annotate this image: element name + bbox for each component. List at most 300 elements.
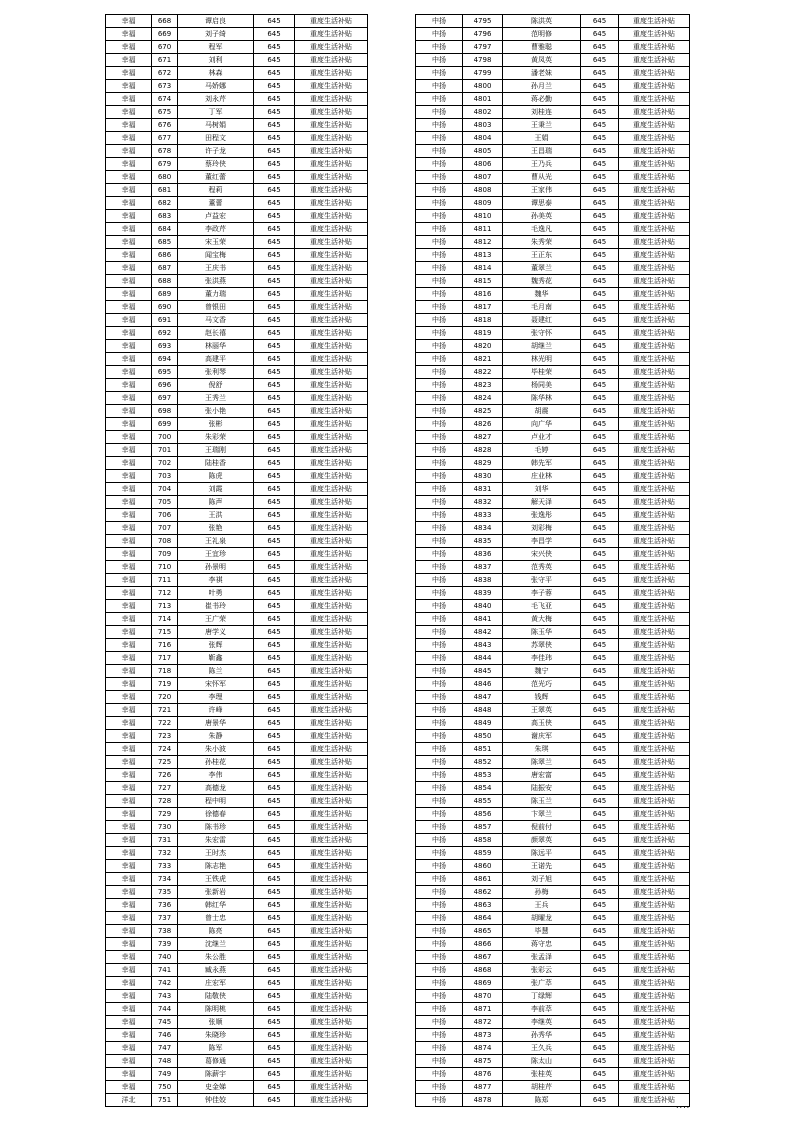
- cell-amount: 645: [581, 717, 619, 730]
- cell-town: 中扬: [416, 80, 463, 93]
- cell-serial: 715: [152, 626, 178, 639]
- cell-name: 张彬: [178, 418, 254, 431]
- cell-serial: 677: [152, 132, 178, 145]
- cell-subsidy-type: 重度生活补贴: [619, 236, 690, 249]
- cell-serial: 699: [152, 418, 178, 431]
- cell-amount: 645: [581, 587, 619, 600]
- cell-name: 宋玉荣: [178, 236, 254, 249]
- cell-subsidy-type: 重度生活补贴: [295, 678, 368, 691]
- cell-serial: 4862: [463, 886, 503, 899]
- table-row: [416, 1081, 690, 1094]
- table-row: [106, 431, 368, 444]
- table-row: [416, 535, 690, 548]
- cell-name: 陈亮: [178, 925, 254, 938]
- cell-name: 张小艳: [178, 405, 254, 418]
- cell-serial: 692: [152, 327, 178, 340]
- cell-subsidy-type: 重度生活补贴: [295, 80, 368, 93]
- cell-subsidy-type: 重度生活补贴: [619, 964, 690, 977]
- table-row: [416, 210, 690, 223]
- cell-amount: 645: [254, 834, 295, 847]
- table-row: [416, 639, 690, 652]
- cell-town: 中扬: [416, 548, 463, 561]
- cell-subsidy-type: 重度生活补贴: [295, 522, 368, 535]
- cell-subsidy-type: 重度生活补贴: [619, 990, 690, 1003]
- cell-subsidy-type: 重度生活补贴: [295, 275, 368, 288]
- cell-serial: 4835: [463, 535, 503, 548]
- cell-town: 中扬: [416, 899, 463, 912]
- table-row: [416, 574, 690, 587]
- cell-amount: 645: [254, 769, 295, 782]
- cell-serial: 675: [152, 106, 178, 119]
- cell-subsidy-type: 重度生活补贴: [619, 730, 690, 743]
- cell-amount: 645: [254, 1029, 295, 1042]
- table-row: [106, 301, 368, 314]
- cell-amount: 645: [581, 392, 619, 405]
- cell-serial: 4816: [463, 288, 503, 301]
- table-row: [416, 860, 690, 873]
- cell-town: 幸福: [106, 197, 152, 210]
- cell-serial: 4863: [463, 899, 503, 912]
- cell-serial: 4815: [463, 275, 503, 288]
- table-row: [106, 717, 368, 730]
- cell-name: 徐德春: [178, 808, 254, 821]
- cell-subsidy-type: 重度生活补贴: [619, 340, 690, 353]
- cell-amount: 645: [254, 652, 295, 665]
- cell-town: 幸福: [106, 925, 152, 938]
- cell-name: 毛月南: [503, 301, 581, 314]
- cell-amount: 645: [581, 834, 619, 847]
- cell-name: 马娇娜: [178, 80, 254, 93]
- cell-name: 王时杰: [178, 847, 254, 860]
- cell-serial: 4852: [463, 756, 503, 769]
- cell-amount: 645: [581, 418, 619, 431]
- cell-amount: 645: [581, 613, 619, 626]
- cell-subsidy-type: 重度生活补贴: [295, 327, 368, 340]
- cell-town: 幸福: [106, 236, 152, 249]
- cell-subsidy-type: 重度生活补贴: [619, 444, 690, 457]
- cell-subsidy-type: 重度生活补贴: [295, 990, 368, 1003]
- cell-amount: 645: [254, 275, 295, 288]
- cell-amount: 645: [581, 119, 619, 132]
- cell-subsidy-type: 重度生活补贴: [619, 561, 690, 574]
- cell-name: 张顺: [178, 1016, 254, 1029]
- cell-town: 幸福: [106, 67, 152, 80]
- cell-serial: 4837: [463, 561, 503, 574]
- table-row: [106, 756, 368, 769]
- cell-name: 刘彩梅: [503, 522, 581, 535]
- cell-name: 王久兵: [503, 1042, 581, 1055]
- cell-name: 谢庆军: [503, 730, 581, 743]
- cell-amount: 645: [254, 704, 295, 717]
- cell-name: 潘老妹: [503, 67, 581, 80]
- table-row: [106, 925, 368, 938]
- cell-subsidy-type: 重度生活补贴: [295, 639, 368, 652]
- cell-serial: 737: [152, 912, 178, 925]
- table-row: [106, 535, 368, 548]
- cell-name: 王昌瑞: [503, 145, 581, 158]
- table-row: [416, 938, 690, 951]
- cell-serial: 4807: [463, 171, 503, 184]
- cell-town: 中扬: [416, 691, 463, 704]
- cell-amount: 645: [254, 587, 295, 600]
- cell-amount: 645: [581, 1003, 619, 1016]
- cell-town: 幸福: [106, 561, 152, 574]
- cell-town: 中扬: [416, 1055, 463, 1068]
- cell-town: 幸福: [106, 275, 152, 288]
- cell-name: 陈翠兰: [503, 756, 581, 769]
- cell-serial: 4828: [463, 444, 503, 457]
- cell-serial: 4864: [463, 912, 503, 925]
- table-row: [416, 41, 690, 54]
- cell-amount: 645: [254, 808, 295, 821]
- table-row: [416, 717, 690, 730]
- cell-serial: 4873: [463, 1029, 503, 1042]
- table-row: [106, 496, 368, 509]
- cell-town: 中扬: [416, 145, 463, 158]
- table-row: [106, 912, 368, 925]
- table-row: [106, 483, 368, 496]
- cell-subsidy-type: 重度生活补贴: [295, 314, 368, 327]
- cell-amount: 645: [254, 197, 295, 210]
- cell-subsidy-type: 重度生活补贴: [619, 1003, 690, 1016]
- right-table: [415, 14, 690, 1107]
- cell-serial: 748: [152, 1055, 178, 1068]
- cell-serial: 4813: [463, 249, 503, 262]
- cell-serial: 734: [152, 873, 178, 886]
- table-row: [416, 93, 690, 106]
- table-row: [416, 223, 690, 236]
- cell-amount: 645: [581, 873, 619, 886]
- cell-subsidy-type: 重度生活补贴: [619, 678, 690, 691]
- cell-town: 中扬: [416, 912, 463, 925]
- cell-subsidy-type: 重度生活补贴: [295, 548, 368, 561]
- cell-town: 中扬: [416, 938, 463, 951]
- cell-name: 陆桂香: [178, 457, 254, 470]
- cell-town: 中扬: [416, 717, 463, 730]
- cell-subsidy-type: 重度生活补贴: [619, 665, 690, 678]
- cell-amount: 645: [581, 509, 619, 522]
- cell-name: 孙月兰: [503, 80, 581, 93]
- table-row: [106, 262, 368, 275]
- cell-town: 中扬: [416, 236, 463, 249]
- cell-subsidy-type: 重度生活补贴: [619, 184, 690, 197]
- table-row: [416, 808, 690, 821]
- cell-amount: 645: [581, 158, 619, 171]
- cell-subsidy-type: 重度生活补贴: [619, 509, 690, 522]
- cell-amount: 645: [581, 756, 619, 769]
- table-row: [106, 353, 368, 366]
- cell-serial: 697: [152, 392, 178, 405]
- cell-name: 张桂英: [503, 1068, 581, 1081]
- cell-amount: 645: [581, 782, 619, 795]
- cell-name: 宋兴侠: [503, 548, 581, 561]
- cell-name: 林森: [178, 67, 254, 80]
- cell-town: 中扬: [416, 535, 463, 548]
- table-row: [106, 418, 368, 431]
- table-row: [106, 366, 368, 379]
- cell-subsidy-type: 重度生活补贴: [619, 756, 690, 769]
- cell-serial: 733: [152, 860, 178, 873]
- cell-town: 幸福: [106, 795, 152, 808]
- cell-name: 林丽华: [178, 340, 254, 353]
- cell-amount: 645: [581, 197, 619, 210]
- table-row: [106, 1029, 368, 1042]
- table-row: [106, 990, 368, 1003]
- cell-name: 高建平: [178, 353, 254, 366]
- cell-amount: 645: [581, 938, 619, 951]
- cell-town: 幸福: [106, 249, 152, 262]
- cell-name: 丁军: [178, 106, 254, 119]
- cell-serial: 4822: [463, 366, 503, 379]
- cell-amount: 645: [581, 41, 619, 54]
- cell-subsidy-type: 重度生活补贴: [295, 665, 368, 678]
- table-row: [106, 314, 368, 327]
- cell-name: 卢益宏: [178, 210, 254, 223]
- cell-subsidy-type: 重度生活补贴: [295, 912, 368, 925]
- cell-amount: 645: [581, 535, 619, 548]
- cell-subsidy-type: 重度生活补贴: [619, 41, 690, 54]
- table-row: [416, 340, 690, 353]
- cell-subsidy-type: 重度生活补贴: [295, 223, 368, 236]
- cell-amount: 645: [581, 496, 619, 509]
- cell-subsidy-type: 重度生活补贴: [619, 1055, 690, 1068]
- cell-serial: 4817: [463, 301, 503, 314]
- cell-subsidy-type: 重度生活补贴: [619, 470, 690, 483]
- table-row: [416, 353, 690, 366]
- cell-serial: 4838: [463, 574, 503, 587]
- cell-amount: 645: [581, 379, 619, 392]
- cell-serial: 746: [152, 1029, 178, 1042]
- cell-name: 葛修通: [178, 1055, 254, 1068]
- table-row: [416, 990, 690, 1003]
- cell-amount: 645: [254, 15, 295, 28]
- cell-town: 中扬: [416, 639, 463, 652]
- cell-amount: 645: [581, 769, 619, 782]
- cell-subsidy-type: 重度生活补贴: [619, 223, 690, 236]
- cell-name: 田程文: [178, 132, 254, 145]
- cell-serial: 722: [152, 717, 178, 730]
- cell-name: 李理: [178, 691, 254, 704]
- cell-name: 曹从光: [503, 171, 581, 184]
- cell-serial: 4826: [463, 418, 503, 431]
- cell-serial: 4803: [463, 119, 503, 132]
- cell-town: 幸福: [106, 743, 152, 756]
- cell-subsidy-type: 重度生活补贴: [295, 613, 368, 626]
- cell-town: 幸福: [106, 171, 152, 184]
- cell-name: 张辉: [178, 639, 254, 652]
- cell-name: 胡震: [503, 405, 581, 418]
- cell-town: 中扬: [416, 483, 463, 496]
- cell-serial: 700: [152, 431, 178, 444]
- cell-amount: 645: [581, 145, 619, 158]
- cell-serial: 4833: [463, 509, 503, 522]
- table-row: [106, 132, 368, 145]
- cell-name: 孙梅: [503, 886, 581, 899]
- cell-subsidy-type: 重度生活补贴: [619, 535, 690, 548]
- cell-name: 颜翠英: [503, 834, 581, 847]
- cell-amount: 645: [581, 93, 619, 106]
- table-row: [106, 782, 368, 795]
- cell-town: 幸福: [106, 574, 152, 587]
- cell-amount: 645: [581, 522, 619, 535]
- cell-serial: 708: [152, 535, 178, 548]
- cell-amount: 645: [254, 171, 295, 184]
- cell-town: 中扬: [416, 496, 463, 509]
- cell-subsidy-type: 重度生活补贴: [295, 145, 368, 158]
- cell-serial: 4866: [463, 938, 503, 951]
- cell-subsidy-type: 重度生活补贴: [619, 821, 690, 834]
- cell-name: 倪舒: [178, 379, 254, 392]
- cell-serial: 751: [152, 1094, 178, 1107]
- cell-subsidy-type: 重度生活补贴: [619, 379, 690, 392]
- cell-town: 中扬: [416, 990, 463, 1003]
- cell-amount: 645: [581, 847, 619, 860]
- cell-subsidy-type: 重度生活补贴: [619, 145, 690, 158]
- cell-amount: 645: [254, 899, 295, 912]
- cell-town: 幸福: [106, 1016, 152, 1029]
- cell-town: 幸福: [106, 834, 152, 847]
- table-row: [416, 366, 690, 379]
- cell-amount: 645: [254, 509, 295, 522]
- cell-town: 中扬: [416, 132, 463, 145]
- cell-serial: 744: [152, 1003, 178, 1016]
- cell-amount: 645: [581, 15, 619, 28]
- cell-town: 中扬: [416, 977, 463, 990]
- cell-amount: 645: [254, 483, 295, 496]
- cell-serial: 743: [152, 990, 178, 1003]
- cell-name: 毛飞亚: [503, 600, 581, 613]
- table-row: [106, 275, 368, 288]
- cell-amount: 645: [254, 639, 295, 652]
- cell-name: 王娟: [503, 132, 581, 145]
- table-row: [106, 1016, 368, 1029]
- cell-name: 沈继兰: [178, 938, 254, 951]
- table-row: [416, 977, 690, 990]
- cell-name: 刘永芹: [178, 93, 254, 106]
- cell-town: 幸福: [106, 119, 152, 132]
- table-row: [416, 132, 690, 145]
- table-row: [416, 782, 690, 795]
- cell-town: 幸福: [106, 548, 152, 561]
- cell-serial: 4878: [463, 1094, 503, 1107]
- table-row: [106, 626, 368, 639]
- cell-name: 谭思泰: [503, 197, 581, 210]
- cell-serial: 4811: [463, 223, 503, 236]
- cell-town: 幸福: [106, 106, 152, 119]
- cell-amount: 645: [254, 535, 295, 548]
- table-row: [106, 964, 368, 977]
- table-row: [416, 925, 690, 938]
- cell-amount: 645: [254, 405, 295, 418]
- cell-town: 幸福: [106, 301, 152, 314]
- cell-town: 中扬: [416, 54, 463, 67]
- cell-subsidy-type: 重度生活补贴: [295, 249, 368, 262]
- cell-serial: 669: [152, 28, 178, 41]
- cell-subsidy-type: 重度生活补贴: [619, 327, 690, 340]
- table-row: [106, 93, 368, 106]
- cell-serial: 718: [152, 665, 178, 678]
- cell-serial: 691: [152, 314, 178, 327]
- cell-town: 中扬: [416, 613, 463, 626]
- cell-serial: 4841: [463, 613, 503, 626]
- cell-name: 毛逸凡: [503, 223, 581, 236]
- cell-name: 张新岩: [178, 886, 254, 899]
- cell-amount: 645: [254, 665, 295, 678]
- cell-subsidy-type: 重度生活补贴: [619, 1068, 690, 1081]
- cell-amount: 645: [581, 249, 619, 262]
- cell-town: 幸福: [106, 379, 152, 392]
- cell-town: 幸福: [106, 1068, 152, 1081]
- cell-name: 张孟泽: [503, 951, 581, 964]
- table-row: [416, 691, 690, 704]
- table-row: [416, 470, 690, 483]
- cell-town: 幸福: [106, 132, 152, 145]
- cell-subsidy-type: 重度生活补贴: [619, 795, 690, 808]
- cell-amount: 645: [254, 106, 295, 119]
- cell-town: 幸福: [106, 730, 152, 743]
- cell-amount: 645: [254, 119, 295, 132]
- cell-serial: 731: [152, 834, 178, 847]
- table-row: [416, 912, 690, 925]
- cell-town: 中扬: [416, 171, 463, 184]
- cell-subsidy-type: 重度生活补贴: [619, 262, 690, 275]
- cell-town: 中扬: [416, 210, 463, 223]
- cell-name: 董翠兰: [503, 262, 581, 275]
- table-row: [106, 1094, 368, 1107]
- cell-subsidy-type: 重度生活补贴: [295, 561, 368, 574]
- cell-name: 韩红华: [178, 899, 254, 912]
- cell-town: 幸福: [106, 392, 152, 405]
- cell-subsidy-type: 重度生活补贴: [619, 977, 690, 990]
- table-row: [416, 28, 690, 41]
- table-row: [106, 106, 368, 119]
- table-row: [416, 184, 690, 197]
- cell-subsidy-type: 重度生活补贴: [295, 652, 368, 665]
- cell-amount: 645: [581, 1029, 619, 1042]
- cell-name: 刘子绮: [178, 28, 254, 41]
- cell-name: 卞翠兰: [503, 808, 581, 821]
- cell-town: 中扬: [416, 106, 463, 119]
- table-row: [106, 821, 368, 834]
- cell-subsidy-type: 重度生活补贴: [619, 431, 690, 444]
- cell-amount: 645: [581, 444, 619, 457]
- cell-serial: 4795: [463, 15, 503, 28]
- cell-subsidy-type: 重度生活补贴: [295, 873, 368, 886]
- cell-subsidy-type: 重度生活补贴: [295, 379, 368, 392]
- cell-serial: 4839: [463, 587, 503, 600]
- cell-amount: 645: [581, 262, 619, 275]
- cell-subsidy-type: 重度生活补贴: [619, 119, 690, 132]
- cell-town: 中扬: [416, 847, 463, 860]
- cell-amount: 645: [581, 977, 619, 990]
- cell-name: 胡继兰: [503, 340, 581, 353]
- cell-name: 卢业才: [503, 431, 581, 444]
- cell-subsidy-type: 重度生活补贴: [295, 730, 368, 743]
- left-table: [105, 14, 368, 1107]
- cell-amount: 645: [254, 327, 295, 340]
- table-row: [416, 1016, 690, 1029]
- cell-town: 中扬: [416, 665, 463, 678]
- cell-name: 史金娣: [178, 1081, 254, 1094]
- table-row: [416, 145, 690, 158]
- cell-serial: 706: [152, 509, 178, 522]
- cell-town: 幸福: [106, 535, 152, 548]
- cell-amount: 645: [254, 795, 295, 808]
- cell-serial: 719: [152, 678, 178, 691]
- cell-subsidy-type: 重度生活补贴: [295, 340, 368, 353]
- cell-amount: 645: [254, 717, 295, 730]
- cell-name: 朱彩荣: [178, 431, 254, 444]
